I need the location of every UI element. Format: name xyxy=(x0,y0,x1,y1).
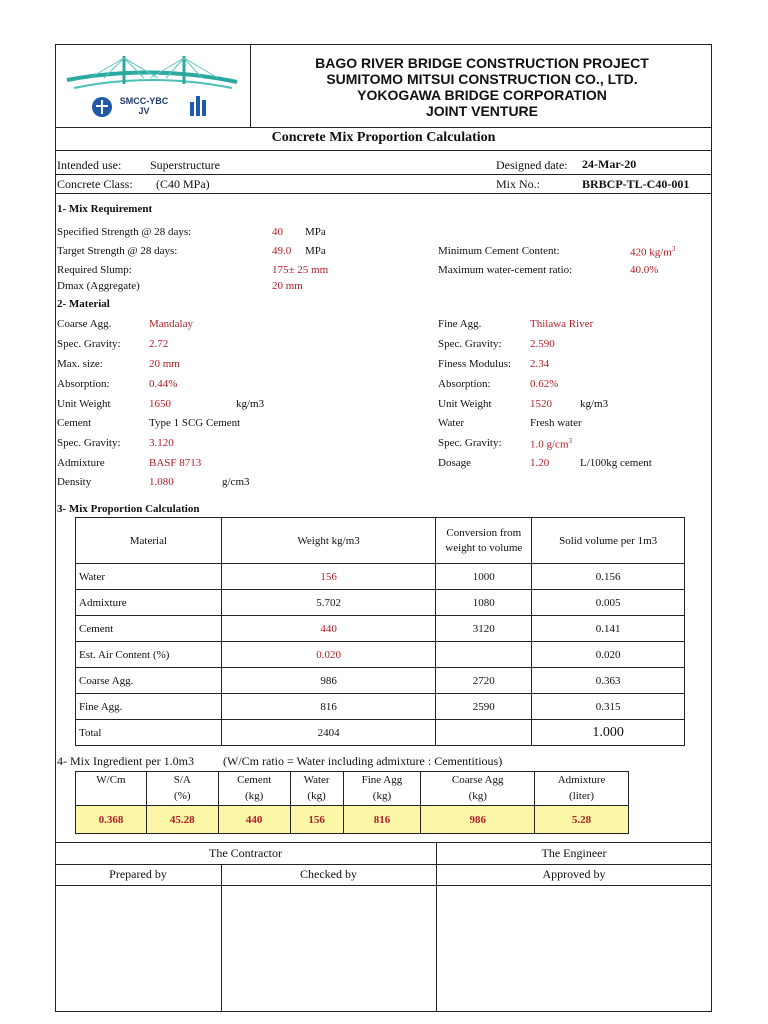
conversion-cell xyxy=(436,720,532,746)
min-cement-text: 420 kg/m xyxy=(630,246,672,259)
signoff-mid-line xyxy=(55,864,712,865)
header-line-3: YOKOGAWA BRIDGE CORPORATION xyxy=(357,87,607,103)
volume-cell: 0.141 xyxy=(532,616,685,642)
material-unit: L/100kg cement xyxy=(580,457,652,469)
table-header-cell: Material xyxy=(76,518,222,564)
material-value: 1.080 xyxy=(149,476,174,488)
intended-use-value: Superstructure xyxy=(150,158,220,172)
water-gravity-text: 1.0 g/cm xyxy=(530,438,569,451)
header-top: W/Cm xyxy=(96,774,126,786)
mix-no-label: Mix No.: xyxy=(496,177,541,191)
info-divider-2 xyxy=(55,193,712,194)
signoff-top-line xyxy=(55,842,712,843)
table-row xyxy=(76,694,685,720)
material-cell: Coarse Agg. xyxy=(76,668,222,694)
logo-text: SMCC-YBC JV xyxy=(119,96,169,116)
page-title: Concrete Mix Proportion Calculation xyxy=(271,130,496,145)
header-bottom: (kg) xyxy=(372,790,392,802)
approved-by-label: Approved by xyxy=(542,867,606,881)
weight-cell: 986 xyxy=(221,668,436,694)
mix-no-value: BRBCP-TL-C40-001 xyxy=(582,177,690,191)
header-bottom: (kg) xyxy=(468,790,487,802)
designed-date-value: 24-Mar-20 xyxy=(582,157,637,171)
material-label: Max. size: xyxy=(57,358,103,370)
material-value: Thilawa River xyxy=(530,318,594,330)
material-label: Finess Modulus: xyxy=(438,358,512,370)
volume-cell: 0.020 xyxy=(532,642,685,668)
volume-cell: 0.156 xyxy=(532,564,685,590)
specified-strength-label: Specified Strength @ 28 days: xyxy=(57,226,192,238)
header-top: Cement xyxy=(237,774,272,786)
section4-heading: 4- Mix Ingredient per 1.0m3 xyxy=(57,754,194,768)
section1-heading: 1- Mix Requirement xyxy=(57,203,153,215)
table-row xyxy=(76,642,685,668)
material-label: Fine Agg. xyxy=(438,318,482,330)
header-top: Admixture xyxy=(557,774,606,786)
material-cell: Fine Agg. xyxy=(76,694,222,720)
coarse-agg-value: 986 xyxy=(421,806,535,834)
material-label: Density xyxy=(57,476,92,488)
conversion-cell: 1080 xyxy=(436,590,532,616)
header-line-2: SUMITOMO MITSUI CONSTRUCTION CO., LTD. xyxy=(326,71,638,87)
dmax-label: Dmax (Aggregate) xyxy=(57,280,140,292)
contractor-heading: The Contractor xyxy=(209,846,282,860)
table-total-row xyxy=(76,720,685,746)
ingredient-header-cell xyxy=(421,772,535,806)
header-divider xyxy=(55,127,712,128)
section2-heading: 2- Material xyxy=(57,298,110,310)
table-header-row xyxy=(76,518,685,564)
weight-cell: 816 xyxy=(221,694,436,720)
material-value: 2.590 xyxy=(530,338,555,350)
specified-strength-value: 40 xyxy=(272,226,283,238)
cement-value: 440 xyxy=(218,806,290,834)
signoff-divider-sub xyxy=(221,864,222,1012)
target-strength-label: Target Strength @ 28 days: xyxy=(57,245,178,257)
header-bottom: (%) xyxy=(174,790,191,802)
slump-label: Required Slump: xyxy=(57,264,132,276)
material-cell: Total xyxy=(76,720,222,746)
material-label: Spec. Gravity: xyxy=(57,338,121,350)
material-label: Coarse Agg. xyxy=(57,318,112,330)
conversion-cell: 3120 xyxy=(436,616,532,642)
header-top: Coarse Agg xyxy=(451,774,504,786)
intended-use-label: Intended use: xyxy=(57,158,122,172)
material-cell: Admixture xyxy=(76,590,222,616)
info-divider-1 xyxy=(55,174,712,175)
max-wc-value: 40.0% xyxy=(630,264,659,276)
material-value: 1.20 xyxy=(530,457,550,469)
conversion-cell: 2590 xyxy=(436,694,532,720)
material-value: 0.62% xyxy=(530,378,559,390)
material-cell: Water xyxy=(76,564,222,590)
ingredient-header-cell xyxy=(290,772,343,806)
header-top: Water xyxy=(303,774,330,786)
table-row xyxy=(76,668,685,694)
header-line-4: JOINT VENTURE xyxy=(425,103,538,119)
concrete-class-label: Concrete Class: xyxy=(57,177,133,191)
material-label: Water xyxy=(438,417,464,429)
weight-cell: 440 xyxy=(221,616,436,642)
section3-heading: 3- Mix Proportion Calculation xyxy=(57,503,200,515)
material-value xyxy=(530,437,572,451)
ingredient-header-cell xyxy=(218,772,290,806)
designed-date-label: Designed date: xyxy=(496,158,568,172)
min-cement-value xyxy=(630,245,675,259)
ingredient-header-cell xyxy=(535,772,629,806)
section4-note: (W/Cm ratio = Water including admixture : Cementitious) xyxy=(223,754,503,768)
fine-agg-value: 816 xyxy=(343,806,421,834)
header-line-1: BAGO RIVER BRIDGE CONSTRUCTION PROJECT xyxy=(315,55,649,71)
material-value: Mandalay xyxy=(149,318,193,330)
material-label: Absorption: xyxy=(438,378,491,390)
volume-cell: 0.005 xyxy=(532,590,685,616)
material-unit: kg/m3 xyxy=(236,398,265,410)
material-value: Type 1 SCG Cement xyxy=(149,417,241,429)
ingredient-header-cell xyxy=(146,772,218,806)
material-value: 2.72 xyxy=(149,338,169,350)
material-value: 20 mm xyxy=(149,358,180,370)
table-header-cell: Solid volume per 1m3 xyxy=(532,518,685,564)
ingredient-header-row xyxy=(76,772,629,806)
mix-ingredient-table xyxy=(75,771,629,834)
material-unit: g/cm3 xyxy=(222,476,250,488)
ingredient-header-cell xyxy=(76,772,147,806)
slump-value: 175± 25 mm xyxy=(272,264,329,276)
ingredient-header-cell xyxy=(343,772,421,806)
sa-value: 45.28 xyxy=(146,806,218,834)
table-row xyxy=(76,616,685,642)
material-label: Admixture xyxy=(57,457,105,469)
material-label: Dosage xyxy=(438,457,471,469)
min-cement-label: Minimum Cement Content: xyxy=(438,245,560,257)
engineer-heading: The Engineer xyxy=(541,846,607,860)
title-divider xyxy=(55,150,712,151)
material-label: Spec. Gravity: xyxy=(438,338,502,350)
table-header-cell: Weight kg/m3 xyxy=(221,518,436,564)
wcm-value: 0.368 xyxy=(76,806,147,834)
weight-cell: 0.020 xyxy=(221,642,436,668)
concrete-class-value: (C40 MPa) xyxy=(156,177,210,191)
table-row xyxy=(76,590,685,616)
dmax-value: 20 mm xyxy=(272,280,303,292)
checked-by-label: Checked by xyxy=(300,867,357,881)
material-value: BASF 8713 xyxy=(149,457,202,469)
admixture-value: 5.28 xyxy=(535,806,629,834)
material-label: Spec. Gravity: xyxy=(57,437,121,449)
max-wc-label: Maximum water-cement ratio: xyxy=(438,264,573,276)
volume-cell: 0.315 xyxy=(532,694,685,720)
header-top: Fine Agg xyxy=(361,774,403,786)
material-value: 2.34 xyxy=(530,358,550,370)
material-label: Unit Weight xyxy=(57,398,111,410)
material-value: 1520 xyxy=(530,398,552,410)
volume-cell: 1.000 xyxy=(532,720,685,746)
logo-divider xyxy=(250,44,251,127)
material-unit: kg/m3 xyxy=(580,398,609,410)
material-label: Spec. Gravity: xyxy=(438,437,502,449)
mix-proportion-table xyxy=(75,517,685,746)
material-label: Absorption: xyxy=(57,378,110,390)
table-header-cell: Conversion from weight to volume xyxy=(436,518,532,564)
min-cement-sup: 3 xyxy=(671,245,676,253)
header-bottom: (kg) xyxy=(307,790,326,802)
conversion-cell: 2720 xyxy=(436,668,532,694)
weight-cell: 156 xyxy=(221,564,436,590)
weight-cell: 5.702 xyxy=(221,590,436,616)
material-value: 3.120 xyxy=(149,437,174,449)
header-bottom: (liter) xyxy=(569,790,595,802)
material-label: Cement xyxy=(57,417,92,429)
table-row xyxy=(76,564,685,590)
material-value: 1650 xyxy=(149,398,171,410)
water-value: 156 xyxy=(290,806,343,834)
material-value: 0.44% xyxy=(149,378,178,390)
target-strength-value: 49.0 xyxy=(272,245,292,257)
header-top: S/A xyxy=(173,774,191,786)
weight-cell: 2404 xyxy=(221,720,436,746)
volume-cell: 0.363 xyxy=(532,668,685,694)
signoff-header-line xyxy=(55,885,712,886)
material-label: Unit Weight xyxy=(438,398,492,410)
conversion-cell: 1000 xyxy=(436,564,532,590)
target-strength-unit: MPa xyxy=(305,245,326,257)
conversion-cell xyxy=(436,642,532,668)
ingredient-value-row xyxy=(76,806,629,834)
prepared-by-label: Prepared by xyxy=(109,867,167,881)
specified-strength-unit: MPa xyxy=(305,226,326,238)
water-gravity-sup: 3 xyxy=(568,437,572,445)
material-cell: Est. Air Content (%) xyxy=(76,642,222,668)
material-value: Fresh water xyxy=(530,417,582,429)
material-cell: Cement xyxy=(76,616,222,642)
header-bottom: (kg) xyxy=(245,790,264,802)
